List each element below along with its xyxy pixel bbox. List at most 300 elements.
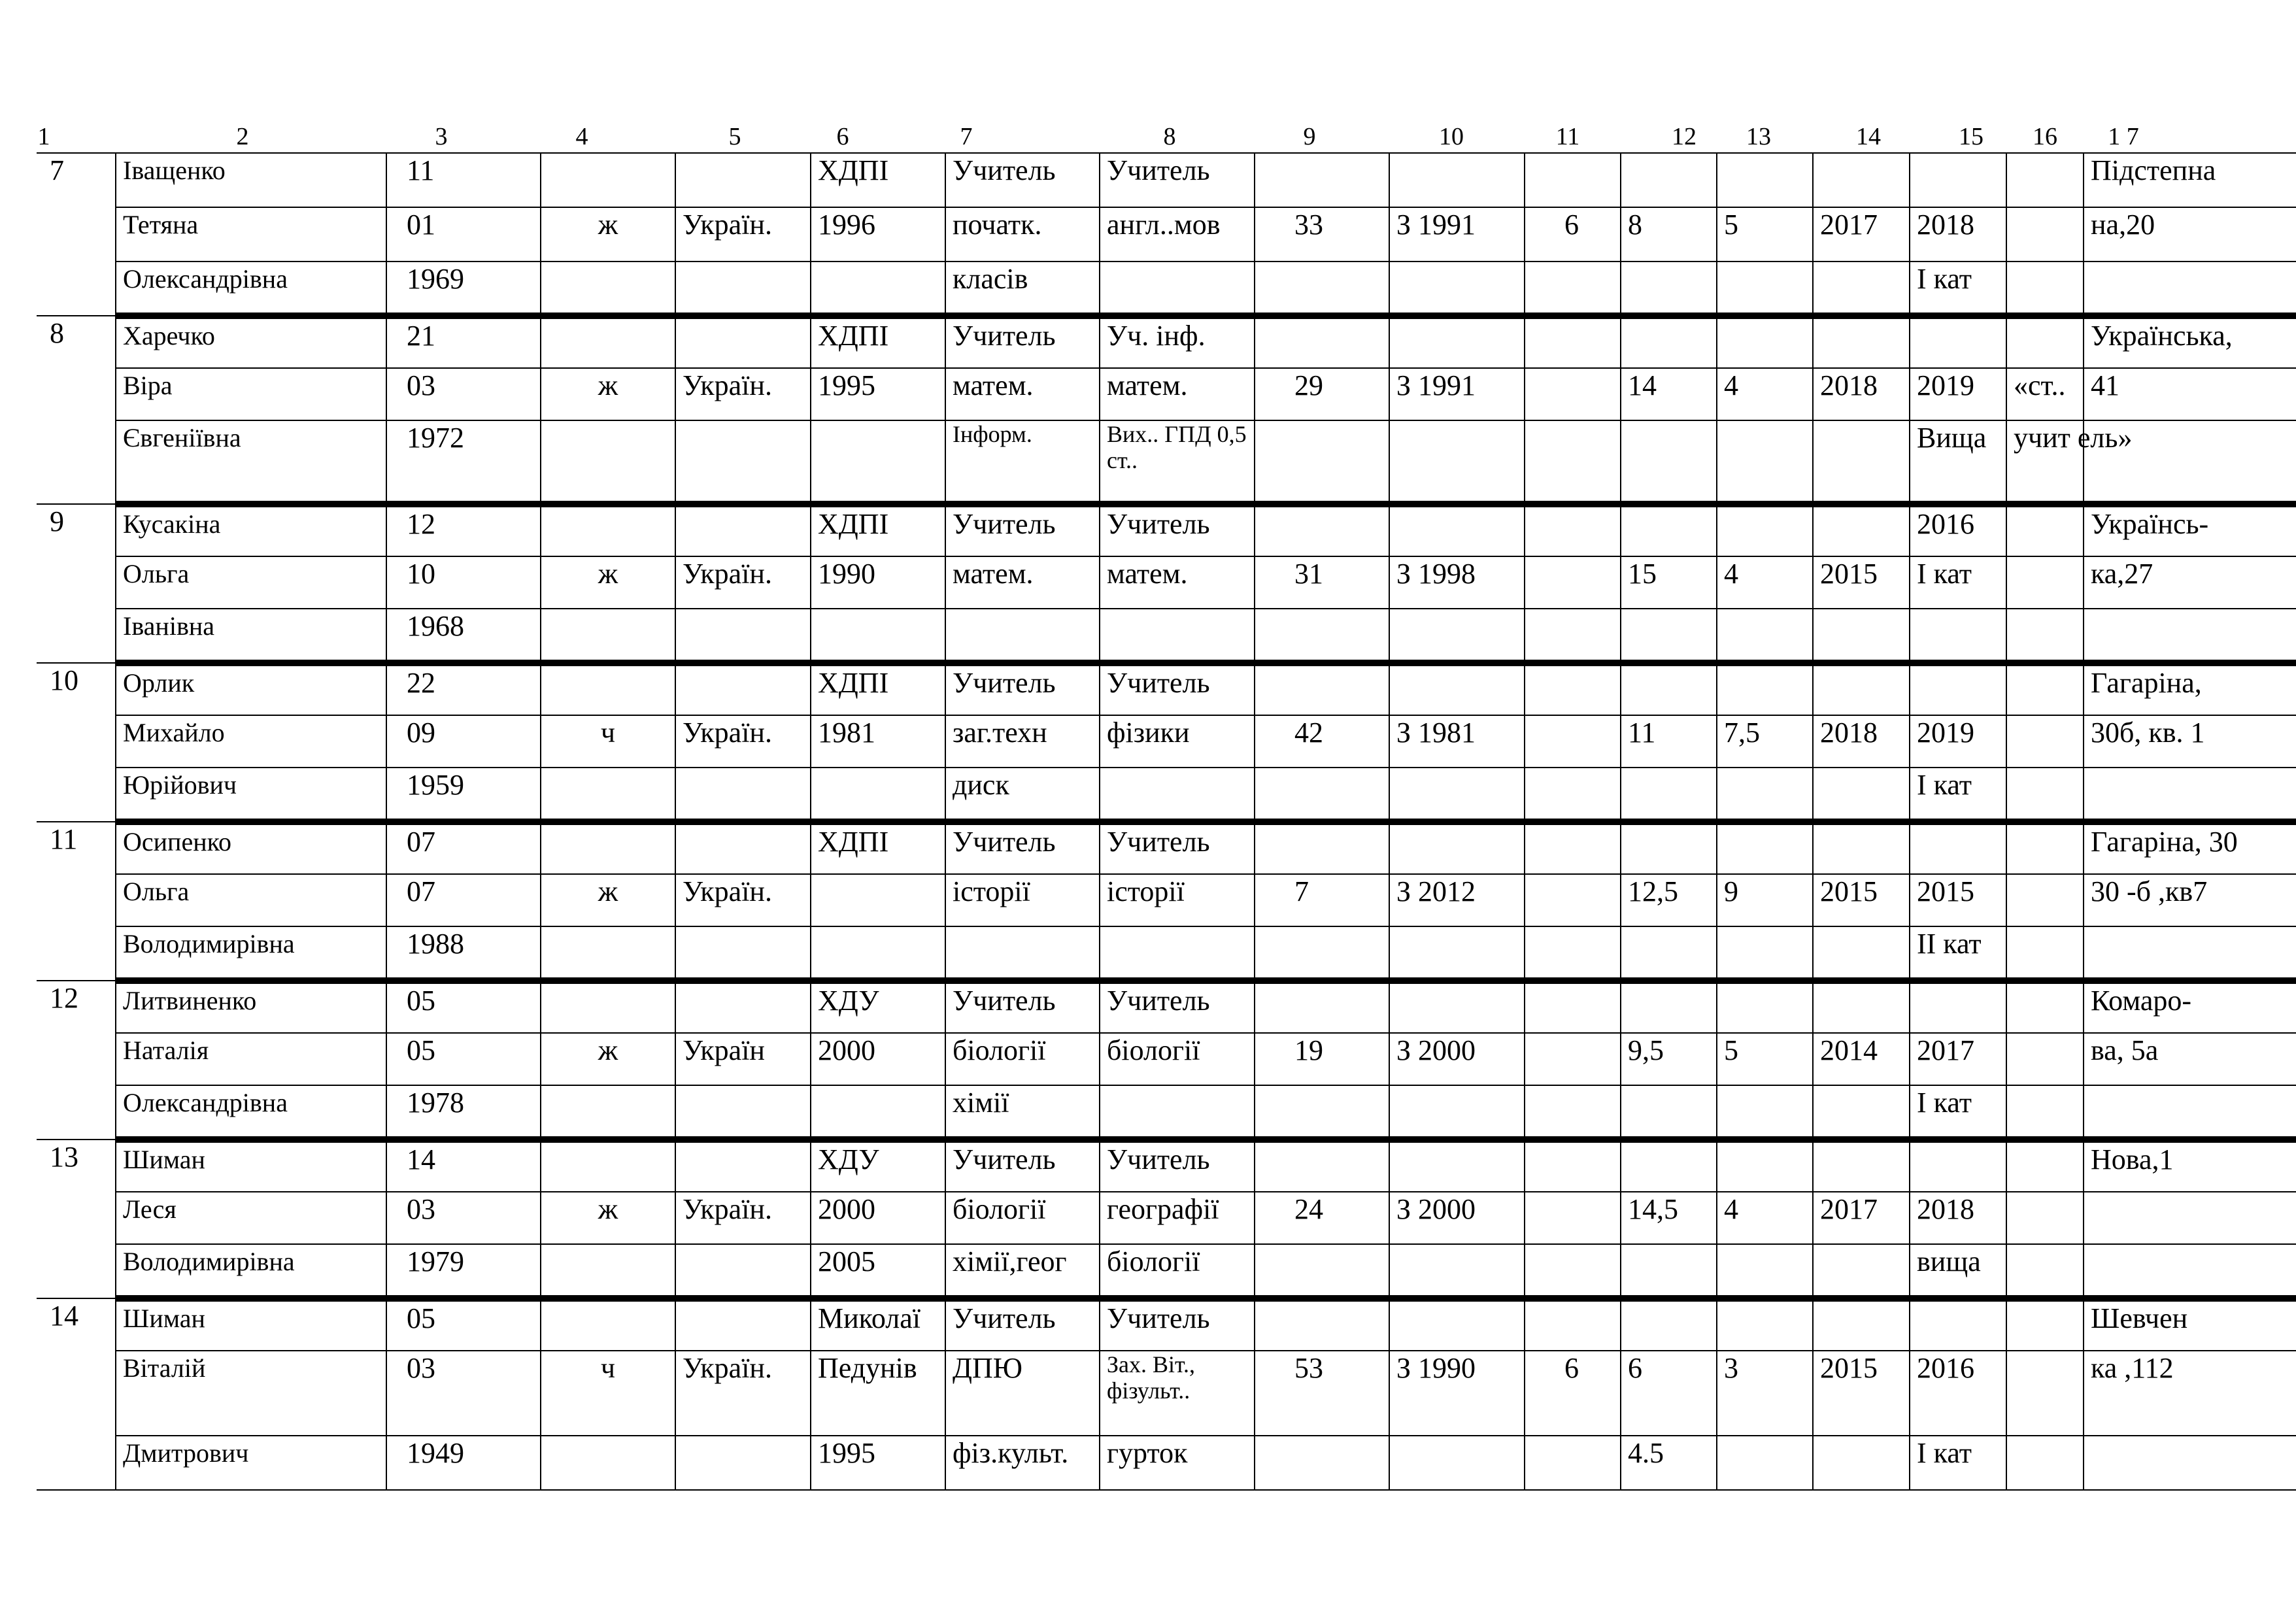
col-16-cell <box>2006 1298 2084 1351</box>
table-row <box>37 609 2296 663</box>
col-12-cell: 4.5 <box>1621 1436 1717 1490</box>
table-row <box>37 556 2296 609</box>
col-11-cell <box>1525 316 1621 368</box>
col-13-cell: 3 <box>1717 1351 1813 1436</box>
sex-cell <box>541 926 675 981</box>
col-15-cell: 2019 <box>1910 368 2006 420</box>
sex-cell <box>541 1436 675 1490</box>
col-11-cell <box>1525 1436 1621 1490</box>
col-9-cell <box>1255 420 1389 504</box>
address-cell: 30 -б ,кв7 <box>2084 874 2296 926</box>
column-number: 3 <box>435 123 448 150</box>
col-12-cell <box>1621 768 1717 822</box>
col-9-cell: 7 <box>1255 874 1389 926</box>
column-number: 6 <box>836 123 849 150</box>
position-cell: Учитель <box>1100 1140 1255 1192</box>
speciality-cell <box>945 609 1100 663</box>
row-number-cell <box>37 1192 116 1244</box>
col-16-cell <box>2006 715 2084 768</box>
col-15-cell: І кат <box>1910 1085 2006 1140</box>
speciality-cell: Учитель <box>945 1140 1100 1192</box>
birth-date-cell: 11 <box>386 153 541 207</box>
table-row <box>37 822 2296 874</box>
full-name-cell: Шиман <box>116 1298 386 1351</box>
col-14-cell <box>1813 822 1910 874</box>
col-15-cell: 2018 <box>1910 1192 2006 1244</box>
speciality-cell: матем. <box>945 556 1100 609</box>
speciality-cell: Учитель <box>945 981 1100 1033</box>
col-14-cell <box>1813 1085 1910 1140</box>
col-11-cell <box>1525 368 1621 420</box>
sex-cell <box>541 981 675 1033</box>
education-cell: Педунів <box>811 1351 945 1436</box>
sex-cell: ч <box>541 1351 675 1436</box>
sex-cell <box>541 1140 675 1192</box>
col-9-cell: 33 <box>1255 207 1389 262</box>
education-cell: 2000 <box>811 1192 945 1244</box>
position-cell <box>1100 1085 1255 1140</box>
column-number: 13 <box>1746 123 1771 150</box>
col-10-cell <box>1389 262 1525 316</box>
sex-cell <box>541 420 675 504</box>
education-cell: 2005 <box>811 1244 945 1298</box>
sex-cell <box>541 822 675 874</box>
row-number-cell: 8 <box>50 317 64 349</box>
col-9-cell <box>1255 504 1389 556</box>
col-10-cell: З 1998 <box>1389 556 1525 609</box>
birth-date-cell: 10 <box>386 556 541 609</box>
education-cell <box>811 262 945 316</box>
nationality-cell: Україн. <box>675 874 811 926</box>
row-number-cell <box>37 609 116 663</box>
column-number: 16 <box>2033 123 2057 150</box>
birth-date-cell: 09 <box>386 715 541 768</box>
col-16-cell <box>2006 1436 2084 1490</box>
col-14-cell <box>1813 316 1910 368</box>
col-10-cell: З 2000 <box>1389 1192 1525 1244</box>
speciality-cell: історії <box>945 874 1100 926</box>
table-row <box>37 262 2296 316</box>
table-row <box>37 715 2296 768</box>
col-11-cell <box>1525 715 1621 768</box>
col-12-cell: 6 <box>1621 1351 1717 1436</box>
col-14-cell: 2015 <box>1813 874 1910 926</box>
col-9-cell <box>1255 1140 1389 1192</box>
education-cell: Миколаї <box>811 1298 945 1351</box>
col-16-cell <box>2006 663 2084 715</box>
position-cell: Уч. інф. <box>1100 316 1255 368</box>
address-cell: Гагаріна, <box>2084 663 2296 715</box>
speciality-cell: матем. <box>945 368 1100 420</box>
col-11-cell <box>1525 1298 1621 1351</box>
col-10-cell <box>1389 420 1525 504</box>
col-11-cell <box>1525 609 1621 663</box>
col-14-cell: 2014 <box>1813 1033 1910 1085</box>
table-row <box>37 1192 2296 1244</box>
col-15-cell: 2016 <box>1910 504 2006 556</box>
birth-date-cell: 07 <box>386 822 541 874</box>
table-row <box>37 420 2296 504</box>
nationality-cell <box>675 822 811 874</box>
full-name-cell: Олександрівна <box>116 262 386 316</box>
nationality-cell: Україн. <box>675 715 811 768</box>
col-15-cell <box>1910 1298 2006 1351</box>
full-name-cell: Харечко <box>116 316 386 368</box>
sex-cell: ж <box>541 874 675 926</box>
col-11-cell: 6 <box>1525 207 1621 262</box>
birth-date-cell: 12 <box>386 504 541 556</box>
row-number-cell <box>37 768 116 822</box>
birth-date-cell: 03 <box>386 1192 541 1244</box>
birth-date-cell: 05 <box>386 1298 541 1351</box>
row-number-cell: 9 <box>50 505 64 537</box>
col-10-cell <box>1389 822 1525 874</box>
full-name-cell: Віталій <box>116 1351 386 1436</box>
col-15-cell: 2017 <box>1910 1033 2006 1085</box>
position-cell: історії <box>1100 874 1255 926</box>
full-name-cell: Володимирівна <box>116 1244 386 1298</box>
col-14-cell: 2015 <box>1813 1351 1910 1436</box>
row-number-cell: 10 <box>50 664 78 696</box>
address-cell: на,20 <box>2084 207 2296 262</box>
speciality-cell: фіз.культ. <box>945 1436 1100 1490</box>
table-row <box>37 504 2296 556</box>
nationality-cell: Україн <box>675 1033 811 1085</box>
table-row <box>37 1244 2296 1298</box>
speciality-cell: Інформ. <box>945 420 1100 504</box>
col-14-cell <box>1813 768 1910 822</box>
speciality-cell: Учитель <box>945 663 1100 715</box>
full-name-cell: Євгеніївна <box>116 420 386 504</box>
education-cell <box>811 926 945 981</box>
position-cell: Учитель <box>1100 981 1255 1033</box>
nationality-cell <box>675 981 811 1033</box>
nationality-cell <box>675 768 811 822</box>
col-16-cell <box>2006 1085 2084 1140</box>
col-12-cell <box>1621 316 1717 368</box>
col-15-cell: ІІ кат <box>1910 926 2006 981</box>
column-number: 1 <box>37 123 50 150</box>
col-16-cell <box>2006 981 2084 1033</box>
row-number-cell <box>37 262 116 316</box>
col-14-cell: 2018 <box>1813 368 1910 420</box>
speciality-cell: хімії <box>945 1085 1100 1140</box>
col-15-cell: 2019 <box>1910 715 2006 768</box>
column-number: 1 7 <box>2108 123 2139 150</box>
col-14-cell: 2017 <box>1813 207 1910 262</box>
sex-cell <box>541 1085 675 1140</box>
sex-cell: ж <box>541 368 675 420</box>
nationality-cell <box>675 1085 811 1140</box>
nationality-cell: Україн. <box>675 1192 811 1244</box>
position-cell: англ..мов <box>1100 207 1255 262</box>
col-10-cell <box>1389 1436 1525 1490</box>
col-9-cell: 31 <box>1255 556 1389 609</box>
nationality-cell <box>675 609 811 663</box>
address-cell <box>2084 768 2296 822</box>
col-10-cell <box>1389 1085 1525 1140</box>
speciality-cell: диск <box>945 768 1100 822</box>
col-14-cell <box>1813 420 1910 504</box>
row-number-cell <box>37 207 116 262</box>
table-row <box>37 1436 2296 1490</box>
education-cell: 2000 <box>811 1033 945 1085</box>
col-16-cell <box>2006 207 2084 262</box>
col-12-cell <box>1621 153 1717 207</box>
col-9-cell <box>1255 822 1389 874</box>
column-number: 11 <box>1555 123 1580 150</box>
address-cell <box>2084 1192 2296 1244</box>
sex-cell <box>541 1298 675 1351</box>
education-cell: 1990 <box>811 556 945 609</box>
col-14-cell: 2017 <box>1813 1192 1910 1244</box>
col-16-cell <box>2006 1351 2084 1436</box>
full-name-cell: Дмитрович <box>116 1436 386 1490</box>
col-12-cell: 14 <box>1621 368 1717 420</box>
row-number-cell <box>37 420 116 504</box>
col-16-cell <box>2006 153 2084 207</box>
col-16-cell <box>2006 1244 2084 1298</box>
col-11-cell <box>1525 1085 1621 1140</box>
column-number: 7 <box>960 123 973 150</box>
sex-cell <box>541 663 675 715</box>
col-10-cell <box>1389 768 1525 822</box>
col-10-cell: З 1990 <box>1389 1351 1525 1436</box>
address-cell: Комаро- <box>2084 981 2296 1033</box>
col-9-cell <box>1255 316 1389 368</box>
full-name-cell: Наталія <box>116 1033 386 1085</box>
full-name-cell: Олександрівна <box>116 1085 386 1140</box>
speciality-cell: біології <box>945 1033 1100 1085</box>
col-13-cell: 9 <box>1717 874 1813 926</box>
col-13-cell <box>1717 420 1813 504</box>
full-name-cell: Орлик <box>116 663 386 715</box>
birth-date-cell: 14 <box>386 1140 541 1192</box>
sex-cell: ж <box>541 207 675 262</box>
speciality-cell: класів <box>945 262 1100 316</box>
col-13-cell <box>1717 1140 1813 1192</box>
full-name-cell: Іванівна <box>116 609 386 663</box>
col-11-cell <box>1525 1140 1621 1192</box>
address-cell: Українсь- <box>2084 504 2296 556</box>
position-cell: Учитель <box>1100 663 1255 715</box>
col-9-cell <box>1255 609 1389 663</box>
row-number-cell: 12 <box>50 982 78 1014</box>
col-10-cell: З 2000 <box>1389 1033 1525 1085</box>
col-14-cell <box>1813 981 1910 1033</box>
speciality-cell <box>945 926 1100 981</box>
col-14-cell <box>1813 1244 1910 1298</box>
col-16-cell <box>2006 926 2084 981</box>
nationality-cell <box>675 153 811 207</box>
education-cell: 1996 <box>811 207 945 262</box>
birth-date-cell: 1979 <box>386 1244 541 1298</box>
table-row <box>37 153 2296 207</box>
col-14-cell <box>1813 153 1910 207</box>
position-cell: Учитель <box>1100 153 1255 207</box>
row-number-cell <box>37 1436 116 1490</box>
col-11-cell <box>1525 1033 1621 1085</box>
col-12-cell <box>1621 262 1717 316</box>
sex-cell: ж <box>541 1033 675 1085</box>
col-13-cell <box>1717 981 1813 1033</box>
col-15-cell: 2016 <box>1910 1351 2006 1436</box>
address-cell: Шевчен <box>2084 1298 2296 1351</box>
table-row <box>37 1033 2296 1085</box>
education-cell <box>811 609 945 663</box>
column-number: 5 <box>728 123 741 150</box>
education-cell: ХДПІ <box>811 822 945 874</box>
sex-cell: ж <box>541 556 675 609</box>
col-11-cell <box>1525 663 1621 715</box>
col-15-cell <box>1910 1140 2006 1192</box>
col-9-cell <box>1255 1085 1389 1140</box>
nationality-cell <box>675 316 811 368</box>
sex-cell <box>541 153 675 207</box>
col-15-cell <box>1910 316 2006 368</box>
col-12-cell: 15 <box>1621 556 1717 609</box>
col-10-cell <box>1389 1298 1525 1351</box>
table-row <box>37 768 2296 822</box>
col-12-cell <box>1621 1085 1717 1140</box>
col-12-cell <box>1621 1298 1717 1351</box>
col-9-cell: 29 <box>1255 368 1389 420</box>
table-row <box>37 1351 2296 1436</box>
nationality-cell: Україн. <box>675 207 811 262</box>
birth-date-cell: 1969 <box>386 262 541 316</box>
full-name-cell: Іващенко <box>116 153 386 207</box>
col-13-cell: 4 <box>1717 556 1813 609</box>
row-number-cell <box>37 1244 116 1298</box>
col-9-cell <box>1255 981 1389 1033</box>
col-9-cell <box>1255 1244 1389 1298</box>
position-cell: матем. <box>1100 368 1255 420</box>
position-cell: фізики <box>1100 715 1255 768</box>
birth-date-cell: 03 <box>386 1351 541 1436</box>
birth-date-cell: 1959 <box>386 768 541 822</box>
birth-date-cell: 21 <box>386 316 541 368</box>
row-number-cell: 7 <box>37 153 116 207</box>
education-cell: 1995 <box>811 1436 945 1490</box>
birth-date-cell: 05 <box>386 1033 541 1085</box>
address-cell: 41 <box>2084 368 2296 420</box>
col-12-cell <box>1621 1244 1717 1298</box>
full-name-cell: Юрійович <box>116 768 386 822</box>
address-cell <box>2084 1244 2296 1298</box>
address-cell: Гагаріна, 30 <box>2084 822 2296 874</box>
col-10-cell: З 1991 <box>1389 207 1525 262</box>
col-10-cell <box>1389 316 1525 368</box>
nationality-cell: Україн. <box>675 556 811 609</box>
col-15-cell <box>1910 822 2006 874</box>
birth-date-cell: 1972 <box>386 420 541 504</box>
sex-cell <box>541 1244 675 1298</box>
row-number-cell <box>37 874 116 926</box>
table-row <box>37 663 2296 715</box>
education-cell: ХДПІ <box>811 316 945 368</box>
col-9-cell: 24 <box>1255 1192 1389 1244</box>
row-number-cell <box>37 715 116 768</box>
full-name-cell: Шиман <box>116 1140 386 1192</box>
col-15-cell <box>1910 981 2006 1033</box>
nationality-cell <box>675 1244 811 1298</box>
address-cell: Підстепна <box>2084 153 2296 207</box>
position-cell: Вих.. ГПД 0,5 ст.. <box>1100 420 1255 504</box>
table-row <box>37 1298 2296 1351</box>
col-14-cell: 2018 <box>1813 715 1910 768</box>
col-13-cell: 4 <box>1717 368 1813 420</box>
col-10-cell <box>1389 926 1525 981</box>
table-row <box>37 981 2296 1033</box>
col-12-cell <box>1621 663 1717 715</box>
col-12-cell <box>1621 981 1717 1033</box>
education-cell: ХДУ <box>811 981 945 1033</box>
address-cell: ка ,112 <box>2084 1351 2296 1436</box>
col-11-cell <box>1525 768 1621 822</box>
row-number-cell <box>37 1033 116 1085</box>
full-name-cell: Володимирівна <box>116 926 386 981</box>
full-name-cell: Литвиненко <box>116 981 386 1033</box>
sex-cell <box>541 609 675 663</box>
column-number: 12 <box>1672 123 1697 150</box>
col-13-cell <box>1717 153 1813 207</box>
nationality-cell <box>675 420 811 504</box>
position-cell: географії <box>1100 1192 1255 1244</box>
full-name-cell: Михайло <box>116 715 386 768</box>
col-16-cell <box>2006 768 2084 822</box>
col-9-cell <box>1255 1298 1389 1351</box>
col-11-cell: 6 <box>1525 1351 1621 1436</box>
position-cell <box>1100 926 1255 981</box>
speciality-cell: Учитель <box>945 1298 1100 1351</box>
col-10-cell <box>1389 1244 1525 1298</box>
row-number-cell: 13 <box>50 1141 78 1173</box>
nationality-cell <box>675 663 811 715</box>
col-9-cell <box>1255 926 1389 981</box>
col-11-cell <box>1525 153 1621 207</box>
full-name-cell: Ольга <box>116 874 386 926</box>
staff-register-table <box>37 152 2296 1491</box>
col-13-cell <box>1717 504 1813 556</box>
nationality-cell: Україн. <box>675 1351 811 1436</box>
full-name-cell: Ольга <box>116 556 386 609</box>
col-16-cell <box>2006 504 2084 556</box>
sex-cell: ж <box>541 1192 675 1244</box>
speciality-cell: Учитель <box>945 316 1100 368</box>
col-16-cell <box>2006 556 2084 609</box>
sex-cell: ч <box>541 715 675 768</box>
speciality-cell: Учитель <box>945 822 1100 874</box>
col-12-cell <box>1621 1140 1717 1192</box>
row-number-cell <box>37 1085 116 1140</box>
col-11-cell <box>1525 981 1621 1033</box>
col-12-cell <box>1621 420 1717 504</box>
col-10-cell <box>1389 981 1525 1033</box>
col-15-cell <box>1910 153 2006 207</box>
address-cell <box>2084 1085 2296 1140</box>
speciality-cell: початк. <box>945 207 1100 262</box>
sex-cell <box>541 768 675 822</box>
nationality-cell <box>675 926 811 981</box>
col-15-cell: І кат <box>1910 556 2006 609</box>
col-11-cell <box>1525 1192 1621 1244</box>
position-cell: гурток <box>1100 1436 1255 1490</box>
col-13-cell <box>1717 1244 1813 1298</box>
full-name-cell: Віра <box>116 368 386 420</box>
sex-cell <box>541 262 675 316</box>
nationality-cell <box>675 1436 811 1490</box>
birth-date-cell: 1978 <box>386 1085 541 1140</box>
